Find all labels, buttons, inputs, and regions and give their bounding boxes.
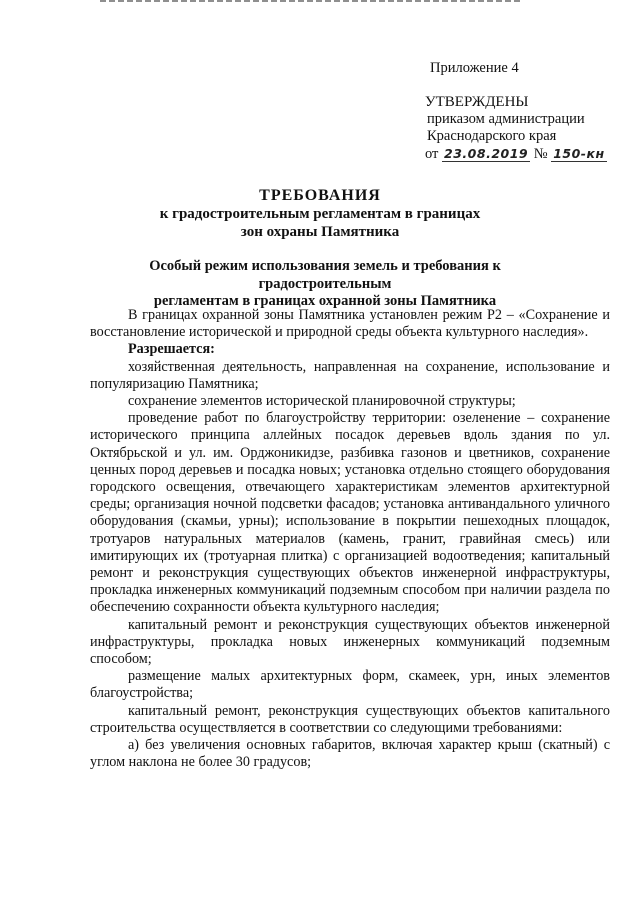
approved-label: УТВЕРЖДЕНЫ: [425, 94, 529, 110]
list-item: капитальный ремонт, реконструкция существующих объектов капитального строительства осуществляется в соответствии со следующими требованиями:: [90, 702, 610, 736]
order-line-2: Краснодарского края: [427, 128, 557, 144]
appendix-label: Приложение 4: [430, 60, 519, 76]
handwritten-date: 23.08.2019: [444, 146, 529, 161]
title-main: ТРЕБОВАНИЯ: [259, 187, 381, 204]
order-line-1: приказом администрации: [427, 111, 585, 127]
number-prefix: №: [533, 146, 548, 162]
list-item: размещение малых архитектурных форм, скамеек, урн, иных элементов благоустройства;: [90, 668, 610, 702]
title-line-2: зон охраны Памятника: [240, 224, 400, 240]
order-date-line: [425, 145, 625, 163]
title-line-1: к градостроительным регламентам в границах: [159, 206, 481, 222]
subtitle-line-2: регламентам в границах охранной зоны Памятника: [153, 293, 497, 309]
scan-edge-artifact: [100, 0, 520, 2]
document-title: [95, 187, 545, 241]
subtitle-line-1: Особый режим использования земель и требования к градостроительным: [149, 258, 501, 292]
allowed-heading: Разрешается:: [128, 341, 215, 358]
list-item: а) без увеличения основных габаритов, включая характер крыш (скатный) с углом наклона не более 30 градусов;: [90, 737, 610, 771]
list-item: проведение работ по благоустройству территории: озеленение – сохранение исторического принципа аллейных посадок деревьев вдоль здания по ул. Октябрьской и ул. им. Орджоникидзе, разбивка газонов и цветников, сохранение ценных пород деревьев и посадка новых; установка отдельно стоящего оборудования городского освещения, отвечающего характеристикам элементов архитектурной среды; организация ночной подсветки фасадов; установка антивандального уличного оборудования (скамьи, урны); использование в покрытии пешеходных площадок, тротуаров натуральных материалов (камень, гранит, гравийная смесь) или имитирующих их (тротуарная плитка) с организацией водоотведения; капитальный ремонт и реконструкция существующих объектов инженерной инфраструктуры, прокладка инженерных коммуникаций подземным способом при наличии раздела по обеспечению сохранности объекта культурного наследия;: [90, 410, 610, 616]
document-body: [90, 307, 610, 771]
section-subtitle: [90, 258, 560, 311]
list-item: хозяйственная деятельность, направленная на сохранение, использование и популяризацию Памятника;: [90, 358, 610, 392]
intro-paragraph: В границах охранной зоны Памятника установлен режим Р2 – «Сохранение и восстановление исторической и природной среды объекта культурного наследия».: [90, 307, 610, 341]
approval-block: [425, 60, 625, 163]
handwritten-number: 150-кн: [553, 146, 605, 161]
date-prefix: от: [425, 146, 439, 162]
list-item: капитальный ремонт и реконструкция существующих объектов инженерной инфраструктуры, прокладка новых инженерных коммуникаций подземным способом;: [90, 616, 610, 668]
list-item: сохранение элементов исторической планировочной структуры;: [128, 393, 516, 410]
